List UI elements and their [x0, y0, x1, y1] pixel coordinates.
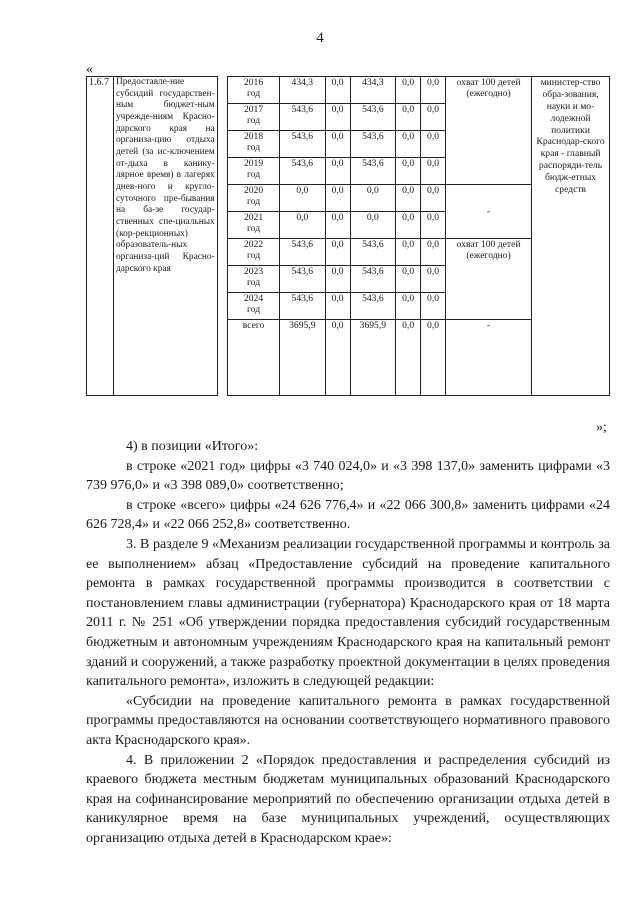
- value-cell: 0,0: [325, 266, 350, 293]
- value-cell: 434,3: [350, 77, 396, 104]
- year-cell: 2024 год: [228, 293, 280, 320]
- value-cell: 0,0: [325, 77, 350, 104]
- value-cell: 0,0: [396, 185, 421, 212]
- value-cell: 0,0: [396, 104, 421, 131]
- value-cell: 0,0: [279, 212, 325, 239]
- paragraph: 4. В приложении 2 «Порядок предоставления и распределения субсидий из краевого бюджета местным бюджетам муниципальных образований Краснодарского края на софинансирование мероприятий по обеспечению организации отдыха детей в каникулярное время на базе муниципальных учреждений, осуществляющих организацию отдыха детей в Краснодарском крае»:: [86, 752, 610, 846]
- year-cell: 2018 год: [228, 131, 280, 158]
- value-cell: 0,0: [421, 212, 446, 239]
- paragraph: «Субсидии на проведение капитального ремонта в рамках государственной программы предоставляются на основании соответствующего нормативного правового акта Краснодарского края».: [86, 693, 610, 748]
- value-cell: 543,6: [350, 104, 396, 131]
- value-cell: 0,0: [396, 320, 421, 396]
- page-number: 4: [316, 30, 324, 46]
- value-cell: 543,6: [279, 266, 325, 293]
- value-cell: 0,0: [421, 77, 446, 104]
- paragraph: 3. В разделе 9 «Механизм реализации государственной программы и контроль за ее выполнением» абзац «Предоставление субсидий на проведение капитального ремонта в рамках государственной программы производится в соответствии с постановлением главы администрации (губернатора) Краснодарского края от 18 марта 2011 г. № 251 «Об утверждении порядка предоставления субсидий государственным бюджетным и автономным учреждениям Краснодарского края на капитальный ремонт зданий и сооружений, а также разработку проектной документации в целях проведения капитального ремонта», изложить в следующей редакции:: [86, 536, 610, 690]
- value-cell: 0,0: [421, 104, 446, 131]
- value-cell: 434,3: [279, 77, 325, 104]
- value-cell: 543,6: [350, 131, 396, 158]
- result-cell: -: [445, 185, 531, 239]
- value-cell: 543,6: [279, 239, 325, 266]
- value-cell: 0,0: [325, 320, 350, 396]
- value-cell: 0,0: [396, 266, 421, 293]
- value-cell: 0,0: [350, 212, 396, 239]
- value-cell: 543,6: [279, 293, 325, 320]
- year-cell: 2019 год: [228, 158, 280, 185]
- year-cell: 2021 год: [228, 212, 280, 239]
- value-cell: 3695,9: [279, 320, 325, 396]
- value-cell: 0,0: [421, 266, 446, 293]
- value-cell: 543,6: [279, 158, 325, 185]
- result-cell: -: [445, 320, 531, 396]
- value-cell: 543,6: [350, 239, 396, 266]
- year-cell: 2016 год: [228, 77, 280, 104]
- value-cell: 0,0: [421, 293, 446, 320]
- item-name: Предоставле-ние субсидий государствен-ным бюджет-ным учрежде-ниям Красно-дарского края на организа-цию отдыха детей (за ис-ключением от-дыха в канику-лярное время) в лагерях днев-ного и кругло-суточного пре-бывания на ба-зе государ-ственных спе-циальных (кор-рекционных) образователь-ных организа-ций Красно-дарского края: [113, 77, 217, 396]
- item-code: 1.6.7: [87, 77, 114, 396]
- value-cell: 0,0: [325, 131, 350, 158]
- value-cell: 0,0: [350, 185, 396, 212]
- year-cell: всего: [228, 320, 280, 396]
- value-cell: 0,0: [396, 77, 421, 104]
- opening-quote-mark: «: [86, 62, 93, 77]
- table-row: [87, 77, 610, 104]
- value-cell: 3695,9: [350, 320, 396, 396]
- value-cell: 0,0: [396, 158, 421, 185]
- year-cell: 2017 год: [228, 104, 280, 131]
- value-cell: 543,6: [350, 266, 396, 293]
- value-cell: 543,6: [350, 293, 396, 320]
- result-cell: охват 100 детей (ежегодно): [445, 77, 531, 185]
- value-cell: 0,0: [421, 131, 446, 158]
- value-cell: 0,0: [421, 158, 446, 185]
- program-table: [86, 76, 610, 396]
- year-cell: 2020 год: [228, 185, 280, 212]
- value-cell: 0,0: [396, 239, 421, 266]
- value-cell: 0,0: [396, 212, 421, 239]
- value-cell: 0,0: [325, 212, 350, 239]
- value-cell: 0,0: [421, 185, 446, 212]
- year-cell: 2022 год: [228, 239, 280, 266]
- value-cell: 0,0: [325, 185, 350, 212]
- paragraph: в строке «всего» цифры «24 626 776,4» и «22 066 300,8» заменить цифрами «24 626 728,4» и «22 066 252,8» соответственно.: [86, 497, 610, 533]
- value-cell: 0,0: [325, 293, 350, 320]
- value-cell: 0,0: [421, 239, 446, 266]
- value-cell: 0,0: [325, 104, 350, 131]
- value-cell: 543,6: [350, 158, 396, 185]
- value-cell: 0,0: [325, 239, 350, 266]
- closing-quote-mark: »;: [596, 420, 607, 435]
- year-cell: 2023 год: [228, 266, 280, 293]
- body-text: [86, 437, 610, 848]
- value-cell: 0,0: [396, 131, 421, 158]
- executor-cell: министер-ство обра-зования, науки и мо-лодежной политики Краснодар-ского края - главный распоряди-тель бюдж-етных средств: [532, 77, 610, 396]
- value-cell: 0,0: [421, 320, 446, 396]
- value-cell: 0,0: [396, 293, 421, 320]
- paragraph: в строке «2021 год» цифры «3 740 024,0» и «3 398 137,0» заменить цифрами «3 739 976,0» и «3 398 089,0» соответственно;: [86, 458, 610, 494]
- value-cell: 543,6: [279, 131, 325, 158]
- value-cell: 0,0: [279, 185, 325, 212]
- result-cell: охват 100 детей (ежегодно): [445, 239, 531, 320]
- paragraph: 4) в позиции «Итого»:: [126, 439, 259, 454]
- value-cell: 0,0: [325, 158, 350, 185]
- value-cell: 543,6: [279, 104, 325, 131]
